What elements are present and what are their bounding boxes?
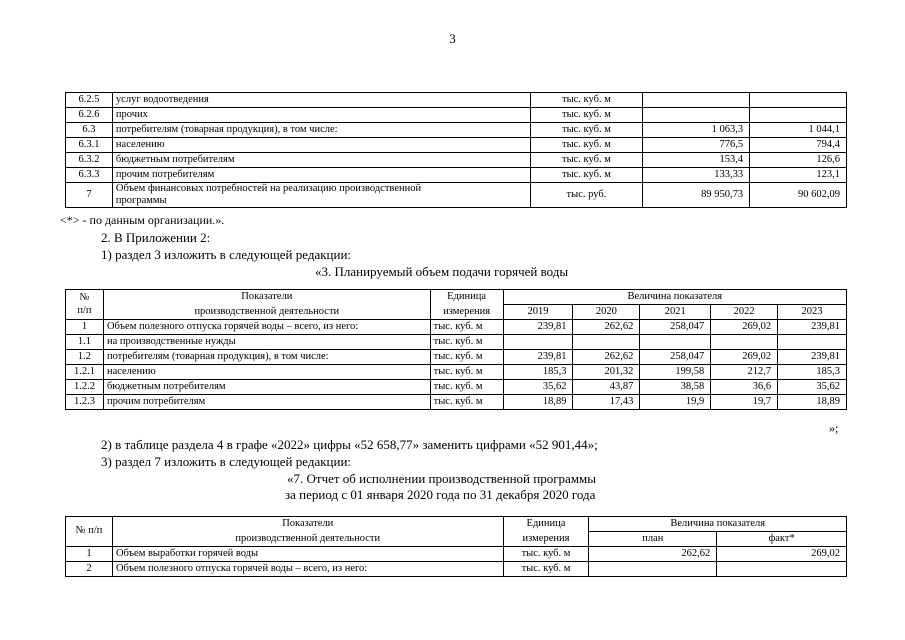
row-unit: тыс. руб. bbox=[530, 183, 643, 208]
row-unit: тыс. куб. м bbox=[530, 153, 643, 168]
row-value: 35,62 bbox=[778, 380, 847, 395]
row-indicator: Объем полезного отпуска горячей воды – всего, из него: bbox=[112, 562, 503, 577]
row-indicator: бюджетным потребителям bbox=[103, 380, 430, 395]
header-plan: план bbox=[589, 532, 717, 547]
row-indicator: потребителям (товарная продукция), в том числе: bbox=[112, 123, 530, 138]
header-indicators: Показатели bbox=[112, 517, 503, 532]
header-year: 2021 bbox=[640, 305, 711, 320]
header-unit: Единица bbox=[503, 517, 589, 532]
row-indicator: Объем выработки горячей воды bbox=[112, 547, 503, 562]
page-number: 3 bbox=[449, 31, 456, 46]
row-value bbox=[778, 335, 847, 350]
row-number: 1.2.2 bbox=[66, 380, 104, 395]
row-value bbox=[503, 335, 573, 350]
row-value bbox=[750, 93, 847, 108]
section-3-title: «3. Планируемый объем подачи горячей воды bbox=[315, 264, 569, 279]
row-value bbox=[750, 108, 847, 123]
row-number: 6.3 bbox=[66, 123, 113, 138]
row-unit: тыс. куб. м bbox=[530, 108, 643, 123]
row-number: 1.1 bbox=[66, 335, 104, 350]
row-value: 19,7 bbox=[711, 395, 778, 410]
footnote: <*> - по данным организации.». bbox=[60, 213, 225, 227]
table-row bbox=[66, 108, 847, 123]
row-indicator-line: программы bbox=[115, 195, 167, 207]
table-row bbox=[66, 335, 847, 350]
header-unit: Единица bbox=[430, 290, 503, 305]
row-number: 2 bbox=[66, 562, 113, 577]
row-unit: тыс. куб. м bbox=[430, 320, 503, 335]
header-year: 2020 bbox=[573, 305, 640, 320]
row-indicator: потребителям (товарная продукция), в том числе: bbox=[103, 350, 430, 365]
row-number: 6.3.2 bbox=[66, 153, 113, 168]
row-number: 1 bbox=[66, 547, 113, 562]
row-value bbox=[643, 108, 750, 123]
table-row bbox=[66, 168, 847, 183]
header-unit-2: измерения bbox=[430, 305, 503, 320]
header-year: 2023 bbox=[778, 305, 847, 320]
row-value bbox=[589, 562, 717, 577]
row-value: 18,89 bbox=[778, 395, 847, 410]
table-row bbox=[66, 153, 847, 168]
row-value: 43,87 bbox=[573, 380, 640, 395]
table-row bbox=[66, 183, 847, 208]
row-value: 36,6 bbox=[711, 380, 778, 395]
section-7-title-line1: «7. Отчет об исполнении производственной программы bbox=[287, 471, 597, 486]
row-value: 89 950,73 bbox=[643, 183, 750, 208]
row-value: 239,81 bbox=[503, 350, 573, 365]
row-value: 269,02 bbox=[711, 350, 778, 365]
table-program-report bbox=[65, 516, 847, 577]
row-number: 6.3.3 bbox=[66, 168, 113, 183]
header-unit-2: измерения bbox=[503, 532, 589, 547]
header-indicators-2: производственной деятельности bbox=[112, 532, 503, 547]
row-value: 212,7 bbox=[711, 365, 778, 380]
row-number: 1 bbox=[66, 320, 104, 335]
paragraph-section-3: 1) раздел 3 изложить в следующей редакции: bbox=[101, 247, 352, 262]
row-unit: тыс. куб. м bbox=[430, 395, 503, 410]
row-value bbox=[573, 335, 640, 350]
row-number: 7 bbox=[66, 183, 113, 208]
row-value: 258,047 bbox=[640, 320, 711, 335]
row-indicator: населению bbox=[103, 365, 430, 380]
row-value: 258,047 bbox=[640, 350, 711, 365]
row-value bbox=[711, 335, 778, 350]
row-number: 1.2.3 bbox=[66, 395, 104, 410]
row-number: 1.2 bbox=[66, 350, 104, 365]
row-unit: тыс. куб. м bbox=[430, 350, 503, 365]
row-indicator: населению bbox=[112, 138, 530, 153]
row-value: 262,62 bbox=[573, 320, 640, 335]
table-row bbox=[66, 547, 847, 562]
table-row bbox=[66, 350, 847, 365]
row-value bbox=[643, 93, 750, 108]
row-value: 133,33 bbox=[643, 168, 750, 183]
table-row bbox=[66, 395, 847, 410]
header-indicators: Показатели bbox=[103, 290, 430, 305]
table-row bbox=[66, 562, 847, 577]
table-row bbox=[66, 93, 847, 108]
row-value: 90 602,09 bbox=[750, 183, 847, 208]
table-row bbox=[66, 365, 847, 380]
row-unit: тыс. куб. м bbox=[430, 380, 503, 395]
row-indicator: бюджетным потребителям bbox=[112, 153, 530, 168]
table-consumption bbox=[65, 92, 847, 208]
row-value: 262,62 bbox=[589, 547, 717, 562]
row-value bbox=[717, 562, 847, 577]
row-value: 18,89 bbox=[503, 395, 573, 410]
row-value: 776,5 bbox=[643, 138, 750, 153]
header-value: Величина показателя bbox=[503, 290, 846, 305]
table-hot-water-plan bbox=[65, 289, 847, 410]
row-value: 269,02 bbox=[717, 547, 847, 562]
header-num: № п/п bbox=[66, 517, 113, 547]
row-unit: тыс. куб. м bbox=[430, 365, 503, 380]
row-value: 262,62 bbox=[573, 350, 640, 365]
table-row bbox=[66, 123, 847, 138]
row-value: 1 063,3 bbox=[643, 123, 750, 138]
row-value: 201,32 bbox=[573, 365, 640, 380]
header-year: 2022 bbox=[711, 305, 778, 320]
row-unit: тыс. куб. м bbox=[530, 123, 643, 138]
table-row bbox=[66, 320, 847, 335]
row-value: 17,43 bbox=[573, 395, 640, 410]
row-indicator: Объем полезного отпуска горячей воды – всего, из него: bbox=[103, 320, 430, 335]
header-num: № п/п bbox=[66, 290, 104, 320]
row-unit: тыс. куб. м bbox=[530, 138, 643, 153]
row-unit: тыс. куб. м bbox=[430, 335, 503, 350]
row-value: 239,81 bbox=[778, 350, 847, 365]
row-value: 269,02 bbox=[711, 320, 778, 335]
row-indicator-line: Объем финансовых потребностей на реализацию производственной bbox=[115, 183, 422, 194]
row-value: 38,58 bbox=[640, 380, 711, 395]
row-value: 239,81 bbox=[778, 320, 847, 335]
row-number: 1.2.1 bbox=[66, 365, 104, 380]
row-indicator: на производственные нужды bbox=[103, 335, 430, 350]
row-value bbox=[640, 335, 711, 350]
header-year: 2019 bbox=[503, 305, 573, 320]
row-value: 1 044,1 bbox=[750, 123, 847, 138]
row-indicator: прочим потребителям bbox=[112, 168, 530, 183]
header-fact: факт* bbox=[717, 532, 847, 547]
row-number: 6.3.1 bbox=[66, 138, 113, 153]
row-value: 153,4 bbox=[643, 153, 750, 168]
header-indicators-2: производственной деятельности bbox=[103, 305, 430, 320]
table-row bbox=[66, 380, 847, 395]
paragraph-section-7: 3) раздел 7 изложить в следующей редакции: bbox=[101, 454, 352, 469]
row-value: 126,6 bbox=[750, 153, 847, 168]
row-value: 239,81 bbox=[503, 320, 573, 335]
row-unit: тыс. куб. м bbox=[503, 562, 589, 577]
row-indicator bbox=[112, 183, 530, 208]
row-unit: тыс. куб. м bbox=[503, 547, 589, 562]
row-indicator: прочих bbox=[112, 108, 530, 123]
row-value: 35,62 bbox=[503, 380, 573, 395]
table-row bbox=[66, 138, 847, 153]
row-value: 185,3 bbox=[503, 365, 573, 380]
paragraph-section-4: 2) в таблице раздела 4 в графе «2022» цифры «52 658,77» заменить цифрами «52 901,44»; bbox=[101, 437, 598, 452]
row-unit: тыс. куб. м bbox=[530, 168, 643, 183]
row-number: 6.2.6 bbox=[66, 108, 113, 123]
close-quote: »; bbox=[829, 421, 839, 435]
row-indicator: прочим потребителям bbox=[103, 395, 430, 410]
row-unit: тыс. куб. м bbox=[530, 93, 643, 108]
row-indicator: услуг водоотведения bbox=[112, 93, 530, 108]
row-value: 199,58 bbox=[640, 365, 711, 380]
row-number: 6.2.5 bbox=[66, 93, 113, 108]
row-value: 123,1 bbox=[750, 168, 847, 183]
row-value: 185,3 bbox=[778, 365, 847, 380]
paragraph-appendix-2: 2. В Приложении 2: bbox=[101, 230, 211, 245]
row-value: 19,9 bbox=[640, 395, 711, 410]
row-value: 794,4 bbox=[750, 138, 847, 153]
header-value: Величина показателя bbox=[589, 517, 847, 532]
section-7-title-line2: за период с 01 января 2020 года по 31 декабря 2020 года bbox=[285, 487, 596, 502]
